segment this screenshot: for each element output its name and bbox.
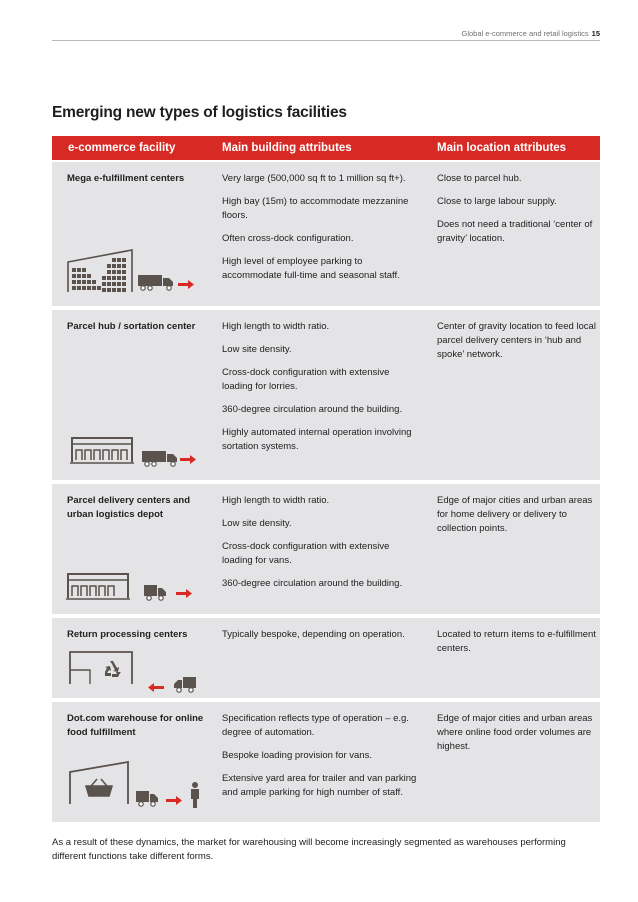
van-icon [174, 677, 196, 692]
mega-warehouse-illustration [66, 244, 216, 296]
van-icon [136, 791, 158, 806]
column-header-building: Main building attributes [222, 142, 352, 154]
facility-name: Dot.com warehouse for online food fulfillment [67, 713, 204, 738]
table-row-return-processing [52, 618, 600, 698]
location-attribute: Close to parcel hub. [437, 173, 522, 184]
cross-dock-building-icon [70, 438, 134, 463]
location-attribute: Located to return items to e-fulfillment centers. [437, 629, 596, 654]
building-attribute: High length to width ratio. [222, 495, 330, 506]
location-attribute: Edge of major cities and urban areas where online food order volumes are highest. [437, 713, 593, 752]
building-attribute: Typically bespoke, depending on operation. [222, 629, 405, 640]
arrow-right-icon [176, 589, 192, 598]
food-warehouse-illustration [68, 760, 218, 810]
location-attributes [437, 494, 597, 545]
building-attributes [222, 172, 422, 292]
building-attribute: Bespoke loading provision for vans. [222, 750, 372, 761]
facility-name: Parcel delivery centers and urban logistics depot [67, 495, 191, 520]
arrow-right-icon [178, 280, 194, 289]
building-attribute: Very large (500,000 sq ft to 1 million sq ft+). [222, 173, 406, 184]
cross-dock-building-icon [66, 574, 130, 599]
building-attribute: Low site density. [222, 518, 292, 529]
table-row-parcel-delivery-center [52, 484, 600, 614]
truck-icon [142, 451, 177, 466]
table-row-mega-efulfillment [52, 162, 600, 306]
building-attribute: Specification reflects type of operation – e.g. degree of automation. [222, 713, 409, 738]
van-icon [144, 585, 166, 600]
building-attribute: High length to width ratio. [222, 321, 330, 332]
return-processing-illustration [68, 648, 218, 694]
column-header-facility: e-commerce facility [68, 142, 176, 154]
table-row-dotcom-food [52, 702, 600, 822]
parcel-delivery-illustration [66, 570, 216, 606]
building-attribute: Low site density. [222, 344, 292, 355]
facility-name: Mega e-fulfillment centers [67, 173, 185, 184]
location-attributes [437, 172, 597, 255]
arrow-right-icon [180, 455, 196, 464]
building-attribute: Often cross-dock configuration. [222, 233, 354, 244]
building-attributes [222, 712, 422, 809]
building-attribute: High bay (15m) to accommodate mezzanine floors. [222, 196, 409, 221]
person-icon [191, 782, 199, 808]
facility-name: Parcel hub / sortation center [67, 321, 196, 332]
running-header [462, 29, 600, 38]
location-attribute: Center of gravity location to feed local parcel delivery centers in ‘hub and spoke’ network. [437, 321, 596, 360]
building-attributes [222, 628, 422, 651]
building-attribute: Highly automated internal operation involving sortation systems. [222, 427, 412, 452]
recycle-building-icon [70, 652, 132, 684]
arrow-right-icon [166, 796, 182, 805]
table-row-parcel-hub [52, 310, 600, 480]
location-attribute: Edge of major cities and urban areas for home delivery or delivery to collection points. [437, 495, 593, 534]
warehouse-shelves-icon [68, 250, 132, 292]
location-attributes [437, 712, 597, 763]
parcel-hub-illustration [70, 434, 220, 470]
location-attributes [437, 320, 597, 371]
page-number: 15 [591, 29, 600, 38]
location-attribute: Close to large labour supply. [437, 196, 557, 207]
footer-note: As a result of these dynamics, the market for warehousing will become increasingly segmented as warehouses performing different functions take different forms. [52, 837, 566, 862]
arrow-left-icon [148, 683, 164, 692]
facility-name: Return processing centers [67, 629, 188, 640]
building-attributes [222, 494, 422, 600]
building-attribute: Cross-dock configuration with extensive loading for vans. [222, 541, 390, 566]
location-attributes [437, 628, 597, 665]
page-title: Emerging new types of logistics facilities [52, 104, 347, 121]
truck-icon [138, 275, 173, 290]
column-header-location: Main location attributes [437, 142, 567, 154]
header-divider [52, 40, 600, 41]
building-attributes [222, 320, 422, 463]
building-attribute: Cross-dock configuration with extensive loading for lorries. [222, 367, 390, 392]
building-attribute: 360-degree circulation around the building. [222, 404, 403, 415]
building-attribute: 360-degree circulation around the building. [222, 578, 403, 589]
shopping-basket-building-icon [70, 762, 128, 804]
building-attribute: High level of employee parking to accommodate full-time and seasonal staff. [222, 256, 400, 281]
table-header [52, 136, 600, 160]
location-attribute: Does not need a traditional ‘center of gravity’ location. [437, 219, 593, 244]
building-attribute: Extensive yard area for trailer and van parking and ample parking for high number of staff. [222, 773, 417, 798]
running-header-section: Global e-commerce and retail logistics [461, 29, 589, 38]
